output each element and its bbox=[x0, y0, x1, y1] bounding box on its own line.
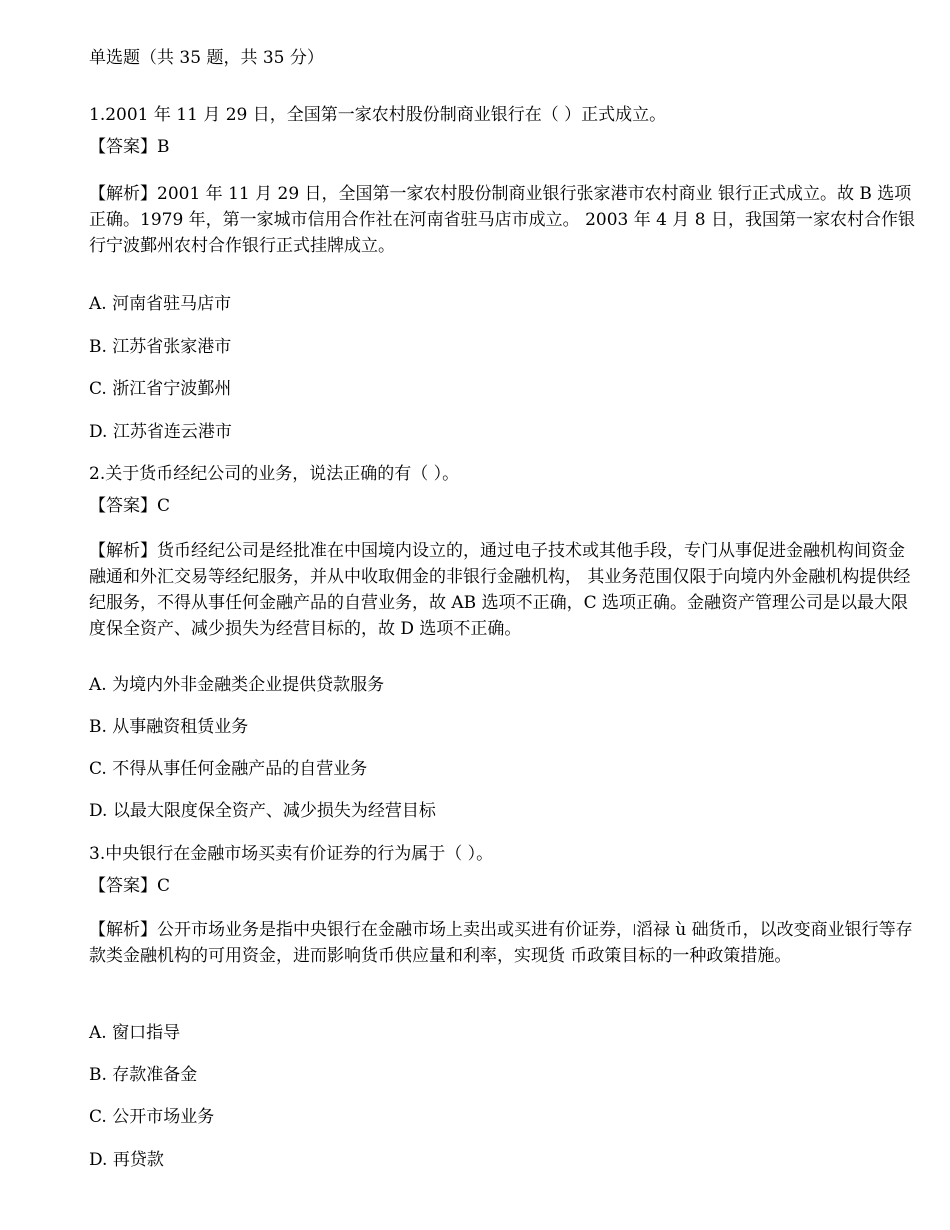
question-stem: 1.2001 年 11 月 29 日，全国第一家农村股份制商业银行在（ ）正式成立。 bbox=[89, 105, 667, 125]
option-b: B. 存款准备金 bbox=[89, 1065, 198, 1085]
option-c: C. 公开市场业务 bbox=[89, 1107, 215, 1127]
option-c: C. 不得从事任何金融产品的自营业务 bbox=[89, 759, 368, 779]
analysis-text: 【解析】2001 年 11 月 29 日，全国第一家农村股份制商业银行张家港市农村商业 银行正式成立。故 B 选项正确。1979 年，第一家城市信用合作社在河南省驻马店市成立。 2003 年 4 月 8 日，我国第一家农村合作银行宁波鄞州农村合作银行正式挂牌成立。 bbox=[89, 184, 915, 256]
answer-line: 【答案】C bbox=[89, 876, 171, 896]
option-d: D. 以最大限度保全资产、减少损失为经营目标 bbox=[89, 801, 436, 821]
option-d: D. 再贷款 bbox=[89, 1150, 164, 1170]
option-a: A. 为境内外非金融类企业提供贷款服务 bbox=[89, 675, 385, 695]
analysis-text: 【解析】公开市场业务是指中央银行在金融市场上卖出或买进有价证券，৷滔禄 ù 础货币，以改变商业银行等存款类金融机构的可用资金，进而影响货币供应量和利率，实现货 币政策目标的一种政策措施。 bbox=[89, 920, 913, 966]
option-a: A. 窗口指导 bbox=[89, 1023, 181, 1043]
question-stem: 3.中央银行在金融市场买卖有价证券的行为属于（ ）。 bbox=[89, 844, 494, 864]
question-stem: 2.关于货币经纪公司的业务，说法正确的有（ ）。 bbox=[89, 464, 460, 484]
answer-line: 【答案】B bbox=[89, 137, 170, 157]
option-c: C. 浙江省宁波鄞州 bbox=[89, 379, 232, 399]
option-d: D. 江苏省连云港市 bbox=[89, 422, 232, 442]
section-title: 单选题（共 35 题，共 35 分） bbox=[89, 48, 324, 68]
option-b: B. 江苏省张家港市 bbox=[89, 337, 232, 357]
option-a: A. 河南省驻马店市 bbox=[89, 294, 232, 314]
answer-line: 【答案】C bbox=[89, 496, 171, 516]
analysis-text: 【解析】货币经纪公司是经批准在中国境内设立的，通过电子技术或其他手段，专门从事促进金融机构间资金融通和外汇交易等经纪服务，并从中收取佣金的非银行金融机构， 其业务范围仅限于向境内外金融机构提供经纪服务，不得从事任何金融产品的自营业务，故 AB 选项不正确，C 选项正确。金融资产管理公司是以最大限度保全资产、减少损失为经营目标的，故 D 选项不正确。 bbox=[89, 541, 911, 639]
option-b: B. 从事融资租赁业务 bbox=[89, 717, 249, 737]
